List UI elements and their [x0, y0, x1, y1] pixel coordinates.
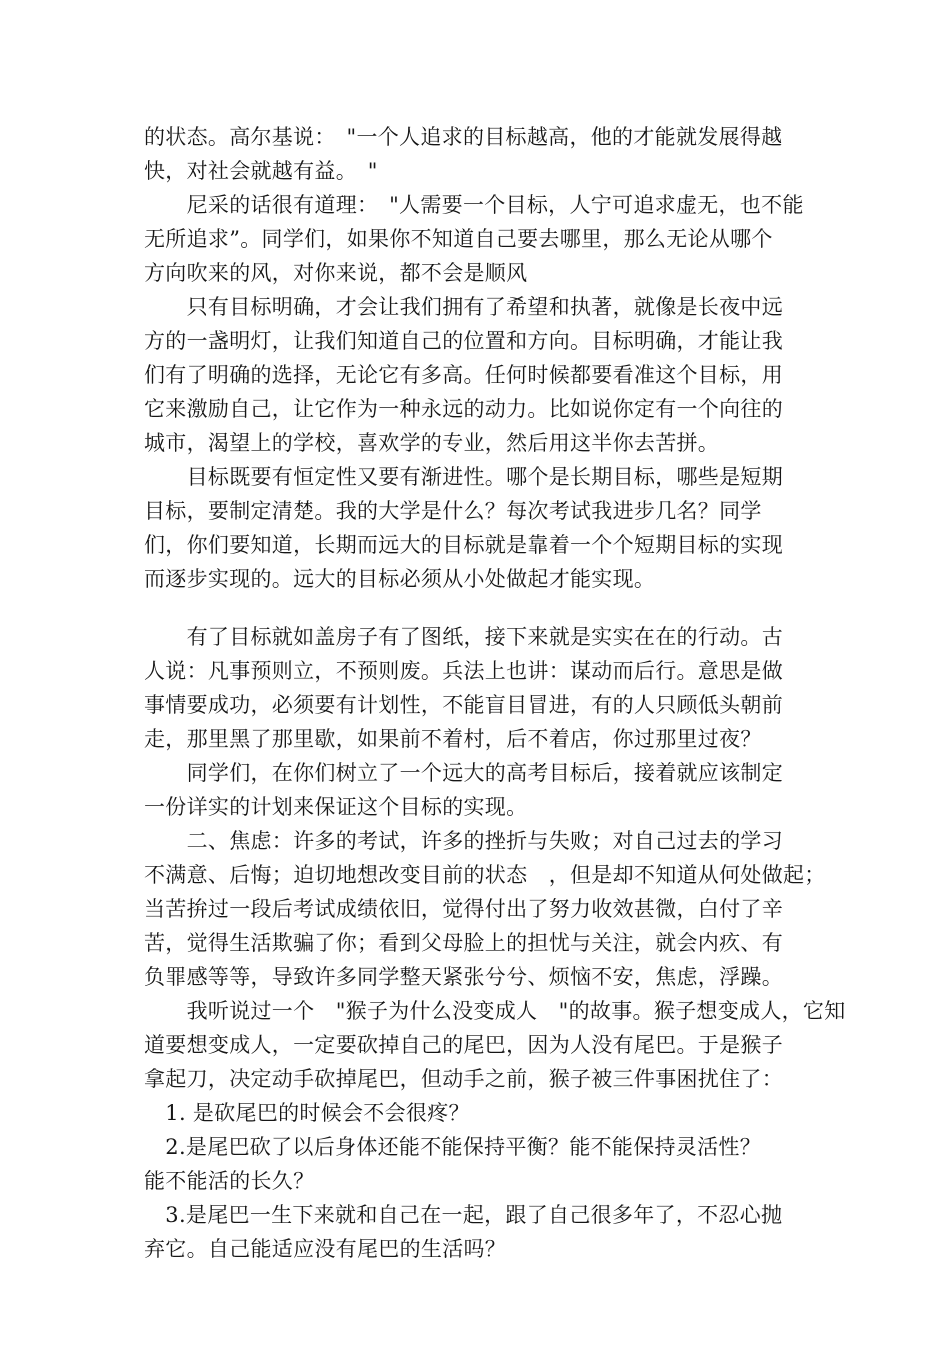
text-line: 能不能活的长久？ — [144, 1169, 315, 1193]
text-line: 不满意、后悔；迫切地想改变目前的状态 ，但是却不知道从何处做起； — [144, 863, 826, 887]
text-line: 们有了明确的选择，无论它有多高。任何时候都要看准这个目标，用 — [144, 363, 783, 387]
text-line: 它来激励自己，让它作为一种永远的动力。比如说你定有一个向往的 — [144, 397, 783, 421]
text-line: 走，那里黑了那里歇，如果前不着村，后不着店，你过那里过夜？ — [144, 727, 762, 751]
text-line: 二、焦虑：许多的考试，许多的挫折与失败；对自己过去的学习 — [144, 829, 783, 853]
text-line: 只有目标明确，才会让我们拥有了希望和执著，就像是长夜中远 — [144, 295, 783, 319]
text-line: 1. 是砍尾巴的时候会不会很疼？ — [144, 1101, 470, 1125]
text-line: 快，对社会就越有益。 " — [144, 159, 378, 183]
text-line: 苦，觉得生活欺骗了你；看到父母脸上的担忧与关注，就会内疚、有 — [144, 931, 783, 955]
text-line: 目标，要制定清楚。我的大学是什么？每次考试我进步几名？同学 — [144, 499, 762, 523]
text-line: 无所追求”。同学们，如果你不知道自己要去哪里，那么无论从哪个 — [144, 227, 773, 251]
text-line: 方向吹来的风，对你来说，都不会是顺风 — [144, 261, 528, 285]
text-line: 事情要成功，必须要有计划性，不能盲目冒进，有的人只顾低头朝前 — [144, 693, 783, 717]
text-line: 人说：凡事预则立，不预则废。兵法上也讲：谋动而后行。意思是做 — [144, 659, 783, 683]
text-line: 同学们，在你们树立了一个远大的高考目标后，接着就应该制定 — [144, 761, 783, 785]
text-line: 的状态。高尔基说： "一个人追求的目标越高，他的才能就发展得越 — [144, 125, 783, 149]
text-line: 拿起刀，决定动手砍掉尾巴，但动手之前，猴子被三件事困扰住了： — [144, 1067, 783, 1091]
text-line: 弃它。自己能适应没有尾巴的生活吗？ — [144, 1237, 507, 1261]
text-line: 城市，渴望上的学校，喜欢学的专业，然后用这半你去苦拼。 — [144, 431, 720, 455]
text-line: 道要想变成人，一定要砍掉自己的尾巴，因为人没有尾巴。于是猴子 — [144, 1033, 783, 1057]
text-line: 我听说过一个 "猴子为什么没变成人 "的故事。猴子想变成人，它知 — [144, 999, 846, 1023]
text-line: 方的一盏明灯，让我们知道自己的位置和方向。目标明确，才能让我 — [144, 329, 783, 353]
text-line: 当苦拚过一段后考试成绩依旧，觉得付出了努力收效甚微，白付了辛 — [144, 897, 783, 921]
text-line: 目标既要有恒定性又要有渐进性。哪个是长期目标，哪些是短期 — [144, 465, 783, 489]
text-line: 而逐步实现的。远大的目标必须从小处做起才能实现。 — [144, 567, 656, 591]
text-line: 负罪感等等，导致许多同学整天紧张兮兮、烦恼不安，焦虑，浮躁。 — [144, 965, 783, 989]
text-line: 一份详实的计划来保证这个目标的实现。 — [144, 795, 528, 819]
text-line: 尼采的话很有道理： "人需要一个目标，人宁可追求虚无，也不能 — [144, 193, 804, 217]
text-line: 3.是尾巴一生下来就和自己在一起，跟了自己很多年了，不忍心抛 — [144, 1203, 783, 1227]
text-line: 们，你们要知道，长期而远大的目标就是靠着一个个短期目标的实现 — [144, 533, 783, 557]
text-line: 2.是尾巴砍了以后身体还能不能保持平衡？能不能保持灵活性？ — [144, 1135, 762, 1159]
text-line: 有了目标就如盖房子有了图纸，接下来就是实实在在的行动。古 — [144, 625, 783, 649]
